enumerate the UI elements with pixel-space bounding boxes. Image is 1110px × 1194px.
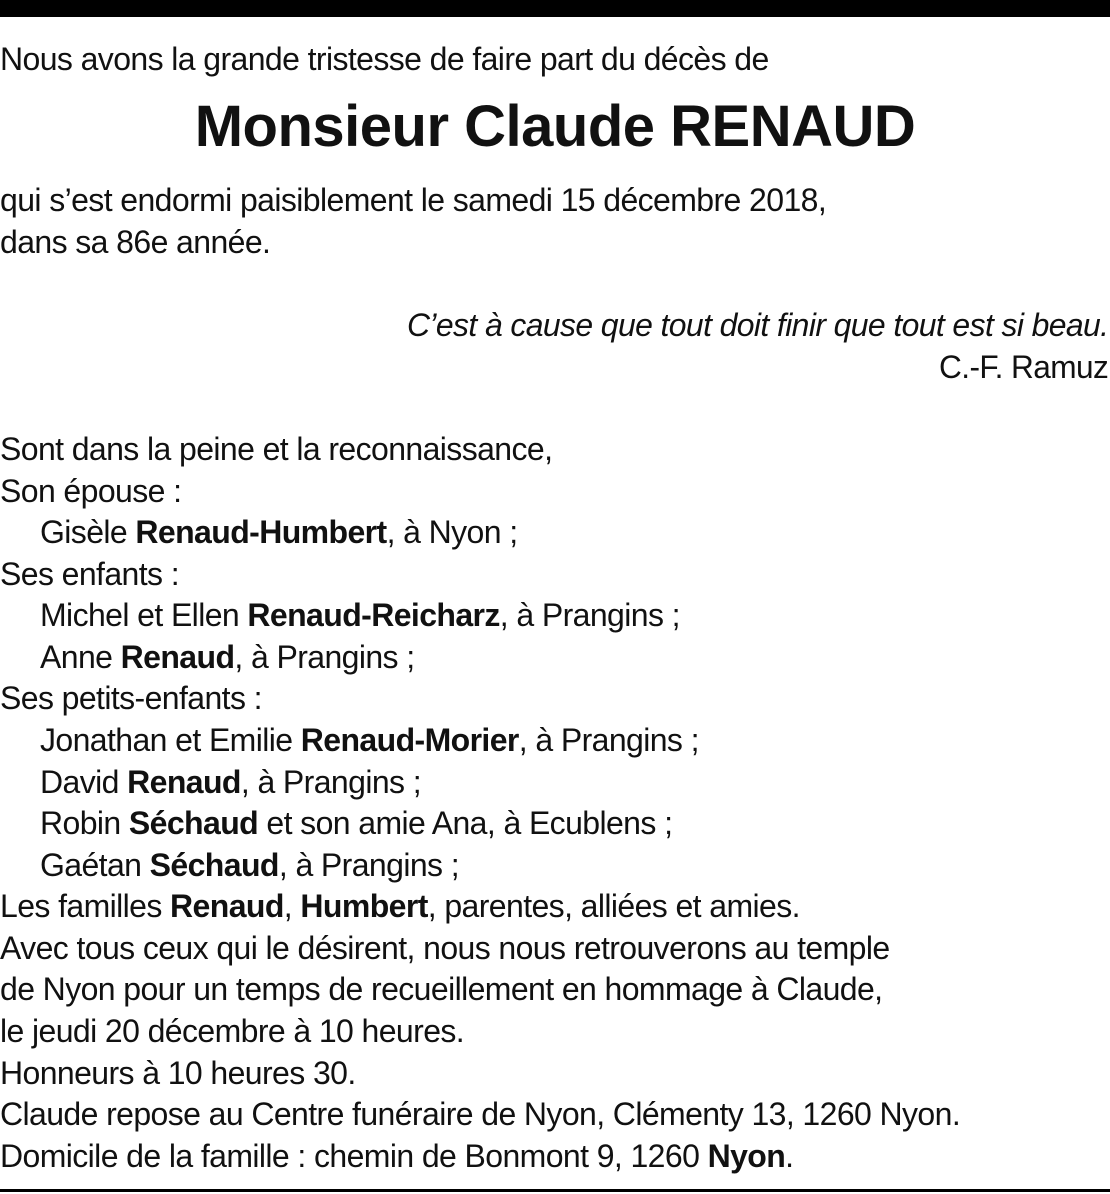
deceased-name: Monsieur Claude RENAUD bbox=[194, 94, 916, 159]
grandchild-rest: , à Prangins ; bbox=[278, 847, 460, 883]
child-rest: , à Prangins ; bbox=[499, 597, 680, 633]
rests-at-line: Claude repose au Centre funéraire de Nyon, Clémenty 13, 1260 Nyon. bbox=[0, 1096, 961, 1132]
domicile-prefix: Domicile de la famille : chemin de Bonmont 9, 1260 bbox=[0, 1138, 708, 1174]
top-rule bbox=[0, 0, 1110, 17]
grandchild-surname: Séchaud bbox=[149, 847, 279, 883]
spouse-heading: Son épouse : bbox=[0, 473, 182, 509]
grandchild-entry bbox=[40, 845, 459, 885]
intro-text: Nous avons la grande tristesse de faire part du décès de bbox=[0, 41, 769, 77]
quote-text: C’est à cause que tout doit finir que tout est si beau. bbox=[406, 307, 1108, 343]
spouse-entry bbox=[40, 512, 518, 552]
grandchild-surname: Séchaud bbox=[128, 805, 259, 841]
honours-line: Honneurs à 10 heures 30. bbox=[0, 1055, 356, 1091]
grandchild-entry bbox=[40, 803, 672, 843]
families-line bbox=[0, 886, 800, 926]
domicile-city: Nyon bbox=[707, 1138, 786, 1174]
spouse-surname: Renaud-Humbert bbox=[135, 514, 387, 550]
grandchild-first: Robin bbox=[40, 805, 129, 841]
spouse-first: Gisèle bbox=[40, 514, 136, 550]
child-entry bbox=[40, 595, 680, 635]
grandchild-first: David bbox=[40, 764, 128, 800]
grandchild-entry bbox=[40, 762, 421, 802]
families-prefix: Les familles bbox=[0, 888, 171, 924]
grandchild-rest: et son amie Ana, à Ecublens ; bbox=[258, 805, 673, 841]
bottom-rule bbox=[0, 1189, 1110, 1192]
grandchild-first: Jonathan et Emilie bbox=[40, 722, 301, 758]
grandchild-first: Gaétan bbox=[40, 847, 150, 883]
child-first: Anne bbox=[40, 639, 121, 675]
families-sep: , bbox=[283, 888, 301, 924]
grandchild-entry bbox=[40, 720, 699, 760]
ceremony-line-2: de Nyon pour un temps de recueillement en hommage à Claude, bbox=[0, 971, 883, 1007]
child-rest: , à Prangins ; bbox=[234, 639, 415, 675]
ceremony-line-3: le jeudi 20 décembre à 10 heures. bbox=[0, 1013, 465, 1049]
grandchild-rest: , à Prangins ; bbox=[240, 764, 422, 800]
passing-line-2: dans sa 86e année. bbox=[0, 224, 271, 260]
grandchildren-heading: Ses petits-enfants : bbox=[0, 680, 262, 716]
domicile-suffix: . bbox=[785, 1138, 794, 1174]
grandchild-rest: , à Prangins ; bbox=[518, 722, 699, 758]
child-surname: Renaud bbox=[120, 639, 235, 675]
passing-line-1: qui s’est endormi paisiblement le samedi 15 décembre 2018, bbox=[0, 182, 827, 218]
ceremony-line-1: Avec tous ceux qui le désirent, nous nous retrouverons au temple bbox=[0, 930, 890, 966]
child-surname: Renaud-Reicharz bbox=[247, 597, 500, 633]
mourning-intro: Sont dans la peine et la reconnaissance, bbox=[0, 431, 553, 467]
child-first: Michel et Ellen bbox=[40, 597, 248, 633]
grandchild-surname: Renaud-Morier bbox=[300, 722, 519, 758]
families-rest: , parentes, alliées et amies. bbox=[427, 888, 800, 924]
domicile-line bbox=[0, 1136, 793, 1176]
family-name-1: Renaud bbox=[170, 888, 284, 924]
quote-author: C.-F. Ramuz bbox=[938, 349, 1108, 385]
child-entry bbox=[40, 637, 415, 677]
grandchild-surname: Renaud bbox=[127, 764, 241, 800]
children-heading: Ses enfants : bbox=[0, 556, 179, 592]
family-name-2: Humbert bbox=[300, 888, 428, 924]
spouse-rest: , à Nyon ; bbox=[386, 514, 518, 550]
